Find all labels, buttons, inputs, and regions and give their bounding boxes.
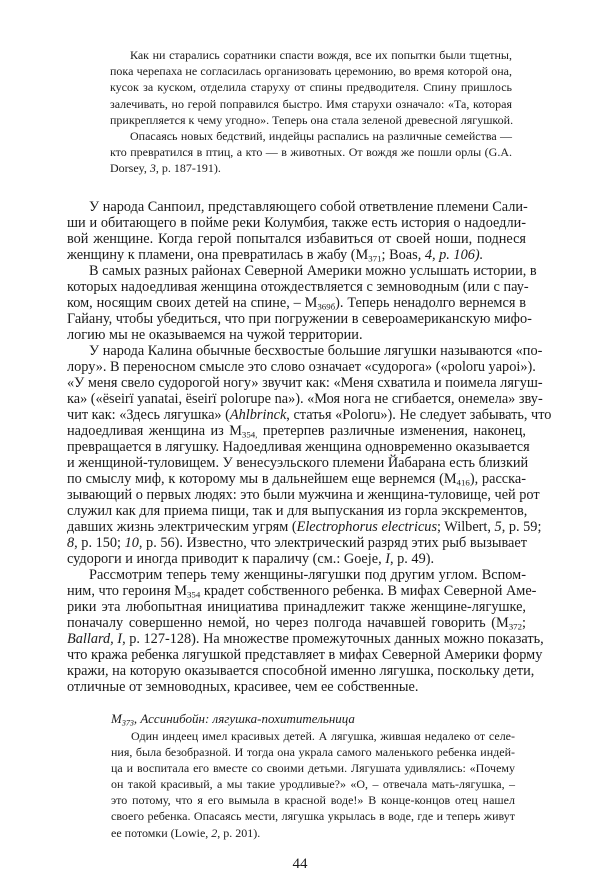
text-line	[67, 375, 543, 391]
paragraph	[111, 728, 515, 841]
paragraph	[67, 567, 544, 695]
myth-number-subscript: 371	[368, 253, 382, 264]
text-run: ; Boas	[381, 247, 418, 263]
paragraph	[110, 128, 512, 177]
italic-run: I	[385, 551, 390, 567]
text-run: превращается в лягушку. Надоедливая женщина одновременно оказывается	[67, 439, 530, 455]
text-run: ним, что героиня M	[67, 583, 187, 599]
italic-run: Ballard, I	[67, 631, 123, 647]
text-line	[67, 231, 526, 247]
text-line	[67, 439, 530, 455]
text-line	[111, 808, 515, 824]
myth-number-subscript: 416	[456, 477, 470, 488]
text-run: Один индеец имел красивых детей. А лягушка, жившая недалеко от селе-	[131, 729, 515, 743]
text-run: зывающий о первых людях: это были мужчина и женщина-туловище, чей рот	[67, 487, 540, 503]
text-line	[67, 455, 529, 471]
italic-run: 8	[67, 535, 75, 551]
text-run: ее потомки (Lowie,	[111, 825, 212, 840]
myth-number-subscript: 369б	[317, 301, 336, 312]
text-line	[67, 487, 540, 503]
myth-title	[111, 710, 515, 728]
text-run: , статья «Poloru»). Не следует забывать, что	[286, 407, 552, 423]
text-line	[67, 423, 526, 439]
italic-run: Ahlbrinck	[229, 407, 287, 423]
text-run: судороги и иногда приводит к параличу (см.: Goeje,	[67, 551, 386, 567]
text-run: ка» («ëseirï yanatai, ëseirï polorupe na»). «Моя нога не сгибается, онемела» зву-	[67, 391, 543, 407]
italic-run: 5	[494, 519, 502, 535]
text-run: M	[111, 711, 122, 726]
text-line	[110, 128, 512, 144]
text-line	[67, 263, 537, 279]
text-line	[67, 407, 552, 423]
text-run: , p. 49).	[389, 551, 435, 567]
text-run: давших жизнь электрическим угрям (	[67, 519, 297, 535]
text-line	[110, 160, 512, 176]
italic-run: 10	[124, 535, 139, 551]
text-run: ), расска-	[469, 471, 526, 487]
text-line	[67, 551, 526, 567]
text-line	[110, 79, 512, 95]
paragraph	[110, 47, 512, 128]
text-line	[111, 825, 515, 841]
quoted-myth-excerpt	[110, 47, 512, 177]
text-line	[110, 112, 512, 128]
text-line	[67, 615, 526, 631]
text-run: логию мы не оказываемся на чужой территории.	[67, 327, 363, 343]
text-run: , p. 127-128). На множестве промежуточных данных можно показать,	[122, 631, 544, 647]
text-line	[67, 471, 526, 487]
italic-run: Electrophorus electricus	[296, 519, 438, 535]
text-line	[67, 583, 537, 600]
text-line	[67, 215, 526, 231]
text-run: кусок за куском, отделила старуху от спины предводителя. Спину пришлось	[110, 80, 512, 95]
text-run: ком, носящим своих детей на спине, – M	[67, 295, 318, 311]
text-run: Dorsey,	[110, 161, 150, 176]
myth-number-subscript: 372	[508, 621, 523, 632]
text-run: , p. 187-191).	[155, 161, 221, 176]
myth-number-subscript: 354	[186, 589, 201, 600]
text-run: по смыслу миф, к которому мы в дальнейшем еще вернемся (M	[67, 471, 457, 487]
italic-run: 3	[149, 161, 156, 176]
text-line	[67, 567, 526, 583]
text-run: отличные от земноводных, красивее, чем ее собственные.	[67, 679, 419, 695]
text-run: «У меня свело судорогой ногу» звучит как: «Меня схватила и поимела лягуш-	[67, 375, 543, 391]
text-run: ;	[522, 615, 526, 631]
text-line	[67, 247, 526, 263]
text-run: ца и воспитала его вместе со своими детьми. Лягушата удивлялись: «Почему	[111, 761, 515, 776]
text-line	[67, 327, 526, 343]
text-run: Опасаясь новых бедствий, индейцы распались на различные семейства —	[130, 128, 512, 143]
text-run: У народа Калина обычные бесхвостые большие лягушки называются «по-	[89, 343, 543, 359]
text-run: которых надоедливая женщина отождествляется с земноводным (или с пау-	[67, 279, 529, 295]
text-line	[111, 744, 515, 760]
text-run: поначалу совершенно немой, но через полгода начавшей говорить (M	[67, 615, 509, 631]
text-run: чит как: «Здесь лягушка» (	[67, 407, 230, 423]
text-run: кражи, на которую оказывается способной именно лягушка, поскольку дети,	[67, 663, 535, 679]
myth-number-subscript: 373	[121, 718, 134, 728]
text-line	[111, 728, 515, 744]
main-text	[67, 199, 552, 695]
text-run: женщину к пламени, она превратилась в жабу (M	[67, 247, 369, 263]
text-line	[67, 647, 543, 663]
text-line	[67, 663, 535, 679]
text-line	[67, 311, 532, 327]
text-line	[67, 279, 529, 295]
text-run: В самых разных районах Северной Америки можно услышать истории, в	[89, 263, 537, 279]
text-line	[67, 631, 544, 647]
text-line	[67, 199, 526, 215]
text-run: У народа Санпоил, представляющего собой ответвление племени Сали-	[89, 199, 528, 215]
text-line	[67, 295, 526, 311]
text-run: и женщиной-туловищем. У венесуэльского племени Йабарана есть близкий	[67, 455, 529, 471]
myth-m373-block	[111, 710, 515, 841]
text-run: пока черепаха не согласилась организовать церемонию, во время которой она,	[110, 64, 512, 79]
text-run: служил как для приема пищи, так и для выпускания из горла экскрементов,	[67, 503, 528, 519]
text-run: вой женщине. Когда герой попытался избавиться от своей ноши, поднеся	[67, 231, 526, 247]
text-line	[67, 679, 526, 695]
text-run: претерпев различные изменения, наконец,	[257, 423, 526, 439]
text-run: это потому, что я его вымыла в красной воде!» В конце-концов отец нашел	[111, 793, 515, 808]
myth-number-subscript: 354,	[241, 429, 258, 440]
text-run: , Ассинибойн: лягушка-похитительница	[133, 711, 355, 726]
paragraph	[67, 199, 526, 263]
text-line	[110, 47, 512, 63]
text-line	[111, 760, 515, 776]
paragraph	[67, 343, 552, 567]
italic-run: , 4, p. 106).	[417, 247, 484, 263]
text-run: Гайану, чтобы убедиться, что при погружении в североамериканскую мифо-	[67, 311, 532, 327]
text-line	[110, 63, 512, 79]
text-run: он такой красивый, а мы такие уродливые?» «О, – отвечала мать-лягушка, –	[111, 777, 515, 792]
paragraph	[67, 263, 537, 343]
text-run: рики эта любопытная инициатива принадлежит также женщине-лягушке,	[67, 599, 526, 615]
text-run: надоедливая женщина из M	[67, 423, 242, 439]
text-line	[111, 776, 515, 792]
text-line	[67, 519, 542, 535]
text-run: Как ни старались соратники спасти вождя, все их попытки были тщетны,	[130, 48, 512, 62]
text-line	[67, 503, 526, 519]
text-line	[110, 144, 512, 160]
page-number: 44	[292, 856, 308, 872]
text-line	[67, 599, 526, 615]
text-run: крадет собственного ребенка. В мифах Северной Аме-	[200, 583, 537, 599]
text-line	[67, 391, 543, 407]
text-run: ши и обитающего в пойме реки Колумбия, также есть история о надоедли-	[67, 215, 526, 231]
text-run: , p. 59;	[501, 519, 542, 535]
text-run: , p. 150;	[74, 535, 125, 551]
text-run: , p. 201).	[217, 825, 261, 840]
text-run: лору». В переносном смысле это слово означает «судорога» («poloru yapoi»).	[67, 359, 536, 375]
text-run: Рассмотрим теперь тему женщины-лягушки под другим углом. Вспом-	[89, 567, 526, 583]
italic-run: 2	[211, 825, 218, 840]
text-run: что кража ребенка лягушкой представляет в мифах Северной Америки форму	[67, 647, 543, 663]
text-line	[67, 535, 526, 551]
text-run: ; Wilbert,	[437, 519, 495, 535]
text-run: кто превратился в птиц, а кто — в животных. От вождя же пошли орлы (G.A.	[110, 145, 512, 160]
text-run: ния, была безобразной. И тогда она украла самого маленького ребенка индей-	[111, 745, 515, 760]
text-run: ). Теперь ненадолго вернемся в	[335, 295, 526, 311]
text-line	[111, 792, 515, 808]
text-run: залечивать, но герой поправился быстро. Имя старухи означало: «Та, которая	[110, 96, 512, 111]
text-line	[67, 359, 536, 375]
text-line	[110, 96, 512, 112]
text-run: прикрепляется к чему угодно». Теперь она стала зеленой древесной лягушкой.	[110, 112, 514, 127]
text-run: , p. 56). Известно, что электрический разряд этих рыб вызывает	[138, 535, 527, 551]
text-line	[67, 343, 543, 359]
text-run: своего ребенка. Опасаясь мести, лягушка укрылась в воде, где и теперь живут	[111, 809, 515, 824]
